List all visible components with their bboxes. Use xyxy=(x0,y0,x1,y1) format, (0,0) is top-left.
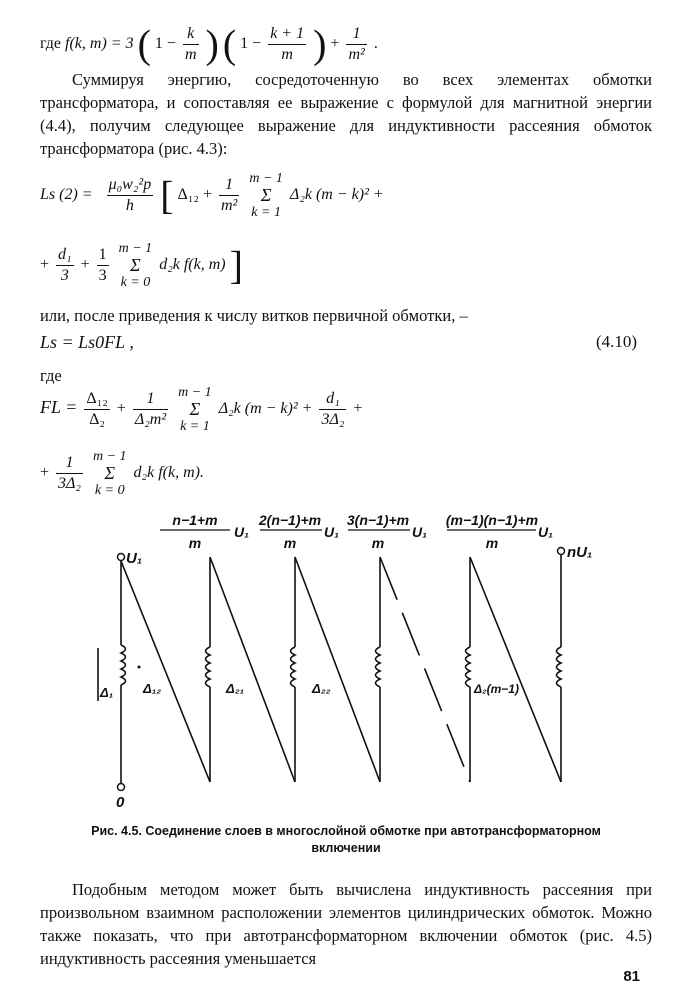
voltage-label-1 xyxy=(160,512,249,551)
voltage-label-3 xyxy=(347,512,427,551)
formula-fkm: где f(k, m) = 3 ( 1 − $\frac{k}{m}$ ) ( 1 − $\frac{k + 1}{m}$ ) + $\frac{1}{\text{m²}}$ . xyxy=(40,21,378,67)
figure-caption xyxy=(40,823,652,857)
equation-number: (4.10) xyxy=(596,332,638,351)
formula-plus: + xyxy=(330,35,340,53)
equation-ls2-line1: Ls (2) = $\frac{\text{μ₀w₂²p}}{h}$ [ Δ₁₂ + $\frac{1}{\text{m²}}$ m − 1 Σ k = 1 Δ₂k (m − k)² + xyxy=(40,171,384,220)
fraction: $\frac{1}{3}$ xyxy=(98,246,107,284)
label-delta-21: Δ₂₁ xyxy=(226,681,245,696)
paragraph-1: Суммируя энергию, сосредоточенную во всех элементах обмотки трансформатора, и сопоставляя ее выражение с формулой для магнитной энергии (4.4), получим следующее выражение для индуктивности рассеяния обмоток трансформатора (рис. 4.3): xyxy=(40,70,652,158)
equation-plus: + xyxy=(40,464,50,482)
svg-text:m: m xyxy=(188,535,202,551)
equation-fl-line2 xyxy=(40,448,204,499)
winding-layer-m-minus-1 xyxy=(466,557,471,782)
equation-term: d₂k f(k, m). xyxy=(133,464,204,482)
svg-text:U₁: U₁ xyxy=(234,524,250,540)
connection-diagonal xyxy=(470,557,561,782)
sum-symbol: m − 1 Σ k = 1 xyxy=(249,171,283,220)
svg-text:m: m xyxy=(485,535,499,551)
terminal-nu1 xyxy=(558,548,565,555)
fraction: $\frac{1}{\text{Δ₂m²}}$ xyxy=(134,390,167,428)
svg-text:(m−1)(n−1)+m: (m−1)(n−1)+m xyxy=(445,512,539,528)
fraction: $\frac{1}{\text{3Δ₂}}$ xyxy=(58,454,81,492)
equation-ls2-line2: + $\frac{\text{d₁}}{3}$ + $\frac{1}{3}$ m − 1 Σ k = 0 d₂k f(k, m) ] xyxy=(40,241,243,290)
terminal-zero xyxy=(118,784,125,791)
fraction: $\frac{k}{m}$ xyxy=(184,25,197,63)
fraction: $\frac{1}{\text{m²}}$ xyxy=(221,176,238,214)
voltage-label-2 xyxy=(258,512,339,551)
winding-layer-2 xyxy=(206,557,211,782)
formula-lhs: f(k, m) = 3 xyxy=(65,35,134,53)
equation-term: Δ₂k (m − k)² + xyxy=(218,400,313,418)
sum-symbol: m − 1 Σ k = 0 xyxy=(92,449,127,498)
equation-plus: + xyxy=(353,400,363,418)
paragraph-2: Подобным методом может быть вычислена индуктивность рассеяния при произвольном взаимном расположении элементов цилиндрических обмоток. Можно также показать, что при автотрансформаторном включении обмоток (рис. 4.5) индуктивность рассеяния уменьшается xyxy=(40,880,652,968)
label-u1: U₁ xyxy=(126,550,143,567)
label-delta-22: Δ₂₂ xyxy=(312,681,331,696)
connection-dashed xyxy=(380,557,470,782)
connection-diagonal xyxy=(210,557,295,782)
winding-layer-4 xyxy=(376,557,381,782)
sum-symbol: m − 1 Σ k = 1 xyxy=(178,385,212,434)
fraction: $\frac{\text{μ₀w₂²p}}{h}$ xyxy=(108,176,152,214)
svg-text:3(n−1)+m: 3(n−1)+m xyxy=(346,512,410,528)
label-zero: 0 xyxy=(116,794,125,811)
caption-line-2: включении xyxy=(311,841,381,855)
connection-diagonal xyxy=(295,557,380,782)
formula-term: 1 − xyxy=(240,35,262,53)
text-where: где xyxy=(40,366,62,385)
fraction: $\frac{\text{d₁}}{\text{3Δ₂}}$ xyxy=(321,390,345,428)
label-delta-12: Δ₁₂ xyxy=(143,681,162,696)
winding-layer-m xyxy=(557,555,562,782)
fraction: $\frac{\text{Δ₁₂}}{\text{Δ₂}}$ xyxy=(86,390,108,428)
equation-plus: + xyxy=(80,256,90,274)
connection-diagonal xyxy=(121,561,210,782)
voltage-label-4 xyxy=(446,512,553,551)
svg-text:m: m xyxy=(371,535,385,551)
label-delta-2m-1: Δ₂(m−1) xyxy=(474,682,519,696)
fraction: $\frac{k + 1}{m}$ xyxy=(270,25,305,63)
svg-text:2(n−1)+m: 2(n−1)+m xyxy=(258,512,322,528)
equation-term: Δ₂k (m − k)² + xyxy=(289,186,384,204)
winding-layer-1 xyxy=(121,561,126,783)
winding-layer-3 xyxy=(291,557,296,782)
svg-text:U₁: U₁ xyxy=(538,524,554,540)
equation-plus: + xyxy=(40,256,50,274)
equation-term: Δ₁₂ + xyxy=(177,186,212,204)
fraction: $\frac{1}{\text{m²}}$ xyxy=(348,25,365,63)
svg-text:n−1+m: n−1+m xyxy=(172,512,218,528)
formula-lead: где xyxy=(40,35,62,53)
formula-term: 1 − xyxy=(154,35,176,53)
svg-text:U₁: U₁ xyxy=(324,524,340,540)
equation-lhs: FL = xyxy=(40,397,78,418)
equation-plus: + xyxy=(116,400,126,418)
caption-line-1: Рис. 4.5. Соединение слоев в многослойной обмотке при автотрансформаторном xyxy=(91,824,601,838)
dot-mark xyxy=(138,666,141,669)
svg-text:m: m xyxy=(283,535,297,551)
equation-fl-line1 xyxy=(40,384,362,435)
equation-term: d₂k f(k, m) xyxy=(159,256,226,274)
label-delta-1: Δ₁ xyxy=(100,685,114,700)
winding-diagram xyxy=(0,505,676,815)
equation-4-10: Ls = Ls0FL , xyxy=(40,332,134,352)
text-reduced: или, после приведения к числу витков первичной обмотки, – xyxy=(40,306,468,325)
label-nu1: nU₁ xyxy=(567,544,593,561)
equation-lhs: Ls (2) = xyxy=(40,186,93,204)
terminal-u1 xyxy=(118,554,125,561)
svg-text:U₁: U₁ xyxy=(412,524,428,540)
sum-symbol: m − 1 Σ k = 0 xyxy=(118,241,153,290)
fraction: $\frac{\text{d₁}}{3}$ xyxy=(58,246,72,284)
page-number: 81 xyxy=(623,968,640,985)
